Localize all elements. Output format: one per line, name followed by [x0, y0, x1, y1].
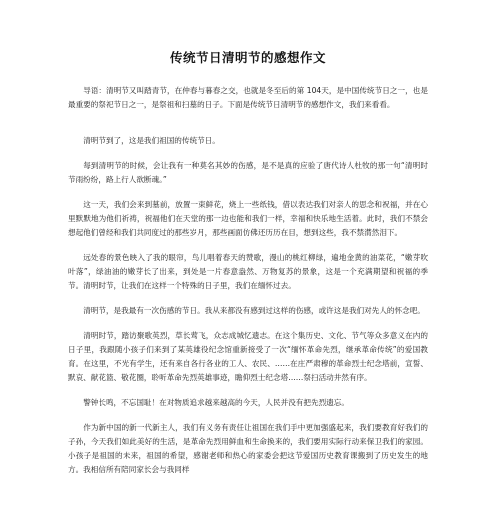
paragraph: 远处春的景色映入了我的眼帘，鸟儿唱着春天的赞歌，漫山的桃红柳绿，遍地金黄的油菜花，“嫩芽吹叶落”，绿油油的嫩芽长了出来，到处是一片春意盎然、万物复苏的景象，这是一个充满期望和祝福的季节。清明时节，让我们在这样一个特殊的日子里，我们在缅怀过去。: [68, 253, 428, 290]
document-body: [68, 84, 428, 477]
paragraph: 警钟长鸣，不忘国耻！在对物质追求越来越高的今天，人民并没有把先烈遗忘。: [83, 398, 349, 407]
paragraph: 这一天，我们会来到墓前，放置一束鲜花，烧上一些纸钱，借以表达我们对亲人的思念和祝福，并在心里默默地为他们祈祷，祝福他们在天堂的那一边也能和我们一样，幸福和快乐地生活着。此时，我们不禁会想起他们曾经和我们共同度过的那些岁月，那些画面仿佛还历历在目，想到这些，我不禁潸然泪下。: [68, 200, 428, 237]
document-title: 传统节日清明节的感想作文: [169, 50, 326, 65]
paragraph: 每到清明节的时候，会让我有一种莫名其妙的伤感，是不是真的应验了唐代诗人杜牧的那一句“清明时节雨纷纷，路上行人欲断魂。”: [68, 161, 428, 184]
paragraph: 作为新中国的新一代新主人，我们有义务有责任让祖国在我们手中更加强盛起来，我们要教育好我们的子孙，今天我们如此美好的生活，是革命先烈用鲜血和生命换来的，我们要用实际行动来保卫我们的家园。小孩子是祖国的未来，祖国的希望，感谢老师和热心的家委会把这节爱国历史教育课搬到了历史发生的地方。我相信所有陪同家长会与我同样: [68, 423, 428, 474]
paragraph-intro: 导语：清明节又叫踏青节，在仲春与暮春之交，也就是冬至后的第 104天，是中国传统节日之一，也是最重要的祭祀节日之一，是祭祖和扫墓的日子。下面是传统节日清明节的感想作文，我们来看看。: [68, 86, 428, 109]
paragraph: 清明节到了，这是我们祖国的传统节日。: [83, 136, 220, 145]
paragraph: 清明时节，踏访聚歌英烈，草长莺飞，众志成城忆遗志。在这个集历史、文化、节气等众多意义在内的日子里，我跟随小孩子们来到了某英雄役纪念馆重新接受了一次“缅怀革命先烈，继承革命传统”的爱国教育。在这里，不光有学生，还有来自各行各业的工人、农民、……在庄严肃穆的革命烈士纪念塔前，宣誓、默哀、献花篮、敬花圈，聆听革命先烈英雄事迹，瞻仰烈士纪念塔……祭扫活动井然有序。: [68, 331, 428, 382]
paragraph: 清明节，是我最有一次伤感的节日。我从来都没有感到过这样的伤感，或许这是我们对先人的怀念吧。: [83, 306, 425, 315]
